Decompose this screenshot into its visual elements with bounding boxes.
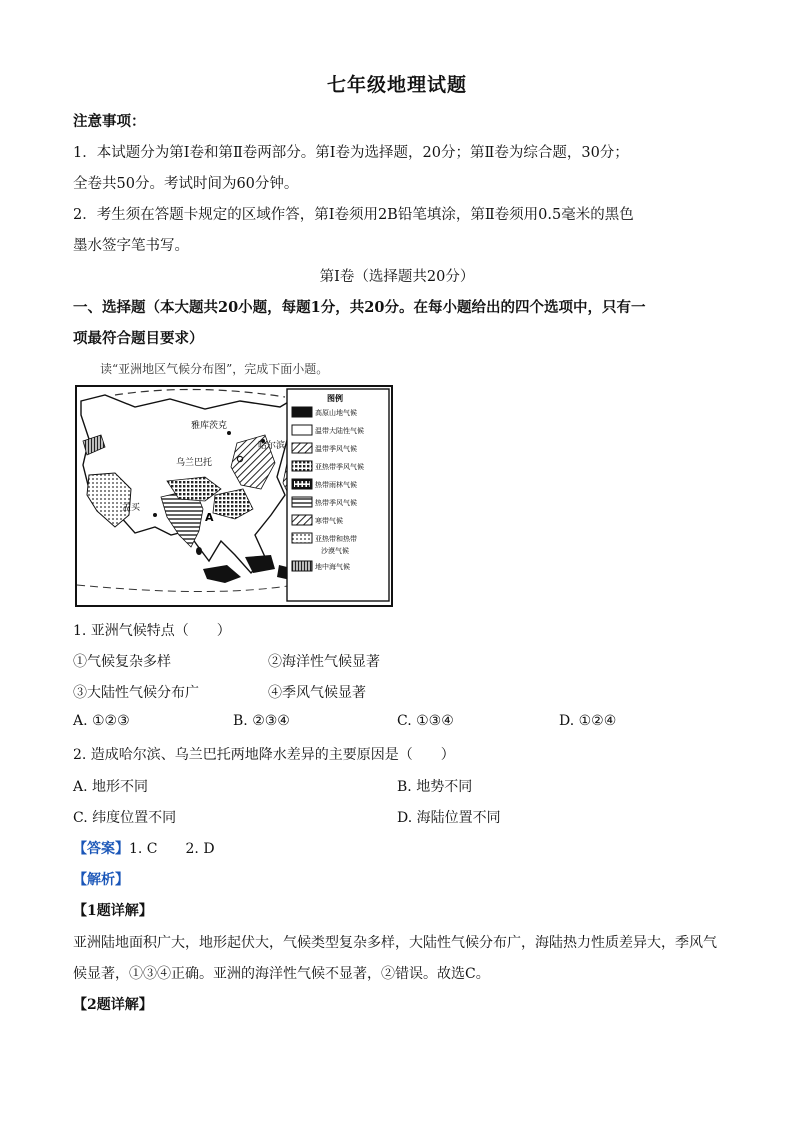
legend-label-2: 温带季风气候 <box>315 445 357 453</box>
yakutsk-marker <box>227 431 231 435</box>
detail-1-heading: 【1题详解】 <box>73 903 153 919</box>
q1-option-d: D. ①②④ <box>559 713 617 729</box>
answer-line <box>73 838 215 858</box>
section-heading-a: 一、选择题（本大题共20小题，每题1分，共20分。在每小题给出的四个选项中，只有一 <box>73 299 646 316</box>
legend-swatch-plateau <box>292 407 312 417</box>
legend-label-6: 寒带气候 <box>315 517 343 525</box>
legend-swatch-mediterranean <box>292 561 312 571</box>
q1-statement-1: ①气候复杂多样 <box>73 654 171 670</box>
map-caption: 读“亚洲地区气候分布图”，完成下面小题。 <box>100 362 329 376</box>
legend-swatch-rainforest-inner <box>294 481 310 487</box>
q2-option-d: D. 海陆位置不同 <box>397 810 501 826</box>
part-title: 第Ⅰ卷（选择题共20分） <box>319 269 475 285</box>
notice-line-2b: 墨水签字笔书写。 <box>73 238 189 254</box>
legend-label-5: 热带季风气候 <box>315 499 357 507</box>
notice-line-2a: 2．考生须在答题卡规定的区域作答，第Ⅰ卷须用2B铅笔填涂，第Ⅱ卷须用0.5毫米的黑色 <box>73 207 634 223</box>
detail-1-text-a: 亚洲陆地面积广大，地形起伏大，气候类型复杂多样，大陆性气候分布广，海陆热力性质差异大，季风气 <box>73 935 717 951</box>
sri-lanka <box>196 547 202 555</box>
label-harbin: 哈尔滨 <box>258 441 286 451</box>
label-a: A <box>205 511 214 524</box>
q1-statement-3: ③大陆性气候分布广 <box>73 685 199 701</box>
notice-line-1a: 1．本试题分为第Ⅰ卷和第Ⅱ卷两部分。第Ⅰ卷为选择题，20分；第Ⅱ卷为综合题，30分； <box>73 145 629 161</box>
label-ulaanbaatar: 乌兰巴托 <box>176 458 213 468</box>
page-title: 七年级地理试题 <box>326 74 467 96</box>
label-mumbai: 孟买 <box>122 503 141 513</box>
legend-label-0: 高原山地气候 <box>315 409 357 417</box>
q1-statement-2: ②海洋性气候显著 <box>268 654 380 670</box>
legend-swatch-subtropical-monsoon <box>292 461 312 471</box>
mumbai-marker <box>153 513 157 517</box>
legend-title: 图例 <box>327 394 343 403</box>
q1-option-a: A. ①②③ <box>73 713 130 729</box>
notice-heading: 注意事项： <box>73 113 146 130</box>
legend-swatch-desert <box>292 533 312 543</box>
notice-line-1b: 全卷共50分。考试时间为60分钟。 <box>73 176 299 192</box>
q1-option-b: B. ②③④ <box>233 713 290 729</box>
answer-text: 1. C 2. D <box>129 841 215 857</box>
legend-label-8: 沙漠气候 <box>321 547 349 555</box>
legend-swatch-temperate-monsoon <box>292 443 312 453</box>
legend-label-4: 热带雨林气候 <box>315 481 357 489</box>
q2-option-a: A. 地形不同 <box>73 779 149 795</box>
legend-swatch-polar <box>292 515 312 525</box>
legend-label-1: 温带大陆性气候 <box>315 427 364 435</box>
q2-stem: 2. 造成哈尔滨、乌兰巴托两地降水差异的主要原因是（ ） <box>73 747 455 763</box>
q1-statement-4: ④季风气候显著 <box>268 685 366 701</box>
q2-option-b: B. 地势不同 <box>397 779 473 795</box>
detail-2-heading: 【2题详解】 <box>73 997 153 1013</box>
section-heading-b: 项最符合题目要求） <box>73 330 204 347</box>
legend-label-9: 地中海气候 <box>315 563 350 571</box>
q1-option-c: C. ①③④ <box>397 713 454 729</box>
legend-label-7: 亚热带和热带 <box>315 535 357 543</box>
label-yakutsk: 雅库茨克 <box>191 421 228 431</box>
asia-climate-map <box>75 385 393 607</box>
answer-label: 【答案】 <box>73 841 129 857</box>
legend-swatch-continental <box>292 425 312 435</box>
legend-swatch-tropical-monsoon <box>292 497 312 507</box>
legend-label-3: 亚热带季风气候 <box>315 463 364 471</box>
analysis-label: 【解析】 <box>73 872 129 888</box>
detail-1-text-b: 候显著，①③④正确。亚洲的海洋性气候不显著，②错误。故选C。 <box>73 966 490 982</box>
q1-stem: 1. 亚洲气候特点（ ） <box>73 623 231 639</box>
q2-option-c: C. 纬度位置不同 <box>73 810 177 826</box>
